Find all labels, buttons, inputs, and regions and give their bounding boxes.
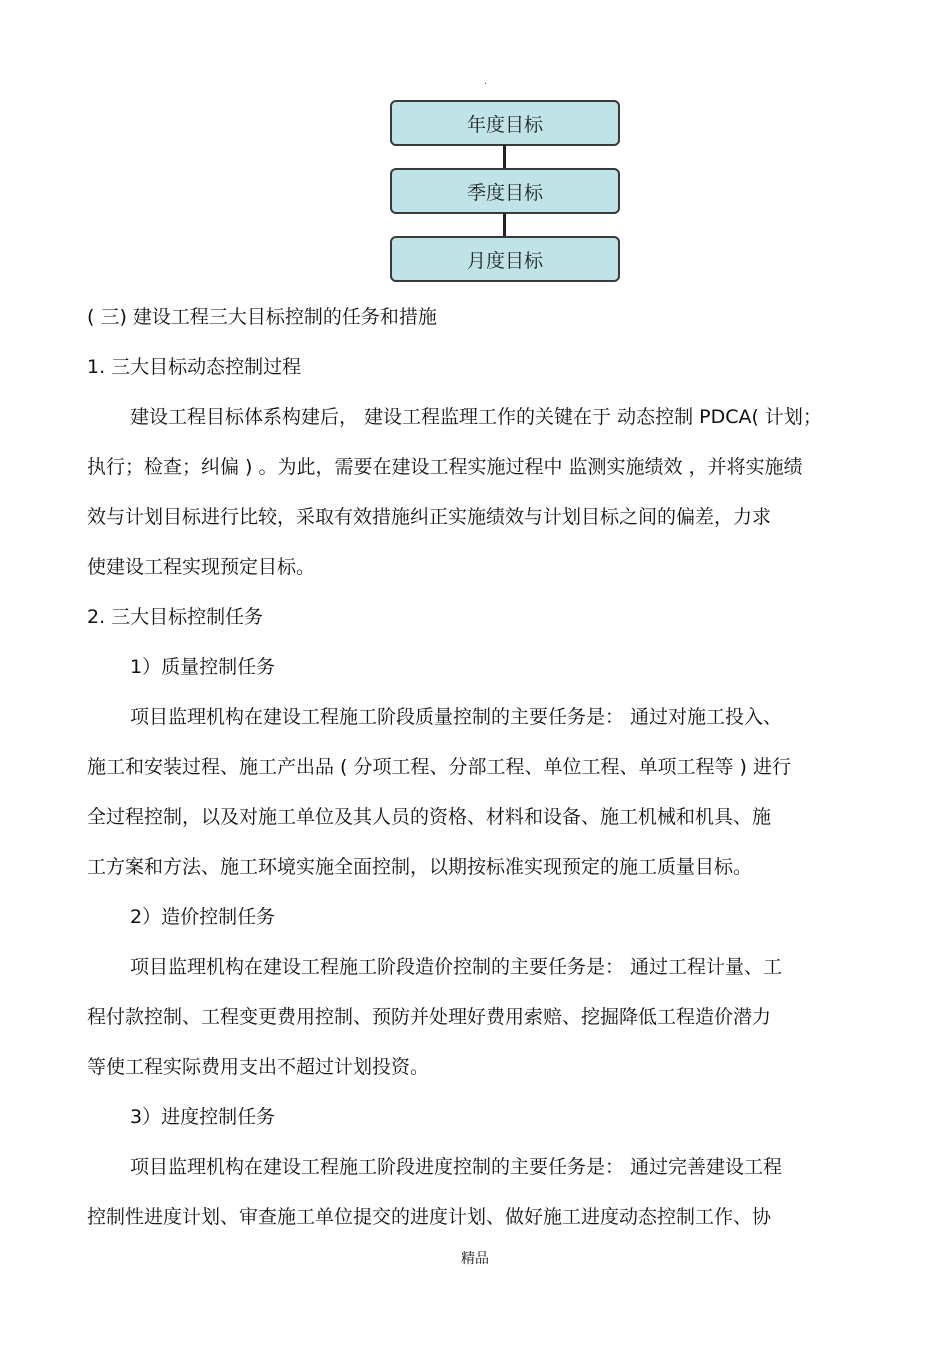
- item-heading: 3）进度控制任务: [130, 1106, 276, 1128]
- annual-goal-box: 年度目标: [390, 100, 620, 146]
- quarterly-goal-box: 季度目标: [390, 168, 620, 214]
- monthly-goal-box: 月度目标: [390, 236, 620, 282]
- goal-hierarchy-diagram: [390, 100, 620, 282]
- paragraph-line: 施工和安装过程、施工产出品 ( 分项工程、分部工程、单位工程、单项工程等 ) 进行: [87, 756, 791, 778]
- subsection-heading: 2. 三大目标控制任务: [87, 606, 264, 628]
- page-footer: 精品: [461, 1251, 489, 1267]
- paragraph-line: 项目监理机构在建设工程施工阶段进度控制的主要任务是： 通过完善建设工程: [130, 1156, 783, 1178]
- paragraph-line: 效与计划目标进行比较，采取有效措施纠正实施绩效与计划目标之间的偏差，力求: [87, 506, 772, 528]
- connector-line: [503, 145, 506, 169]
- paragraph-line: 执行；检查；纠偏 ) 。为此，需要在建设工程实施过程中 监测实施绩效 ，并将实施绩: [87, 456, 803, 478]
- paragraph-line: 使建设工程实现预定目标。: [87, 556, 316, 578]
- paragraph-line: 全过程控制，以及对施工单位及其人员的资格、材料和设备、施工机械和机具、施: [87, 806, 772, 828]
- connector-line: [503, 213, 506, 237]
- paragraph-line: 等使工程实际费用支出不超过计划投资。: [87, 1056, 430, 1078]
- item-heading: 1）质量控制任务: [130, 656, 276, 678]
- subsection-heading: 1. 三大目标动态控制过程: [87, 356, 302, 378]
- item-heading: 2）造价控制任务: [130, 906, 276, 928]
- paragraph-line: 工方案和方法、施工环境实施全面控制，以期按标准实现预定的施工质量目标。: [87, 856, 753, 878]
- paragraph-line: 程付款控制、工程变更费用控制、预防并处理好费用索赔、挖掘降低工程造价潜力: [87, 1006, 772, 1028]
- paragraph-line: 项目监理机构在建设工程施工阶段质量控制的主要任务是： 通过对施工投入、: [130, 706, 783, 728]
- top-mark: .: [484, 76, 488, 87]
- paragraph-line: 控制性进度计划、审查施工单位提交的进度计划、做好施工进度动态控制工作、协: [87, 1206, 772, 1228]
- section-heading: ( 三) 建设工程三大目标控制的任务和措施: [87, 306, 437, 328]
- paragraph-line: 项目监理机构在建设工程施工阶段造价控制的主要任务是： 通过工程计量、工: [130, 956, 783, 978]
- paragraph-line: 建设工程目标体系构建后， 建设工程监理工作的关键在于 动态控制 PDCA( 计划；: [130, 406, 822, 428]
